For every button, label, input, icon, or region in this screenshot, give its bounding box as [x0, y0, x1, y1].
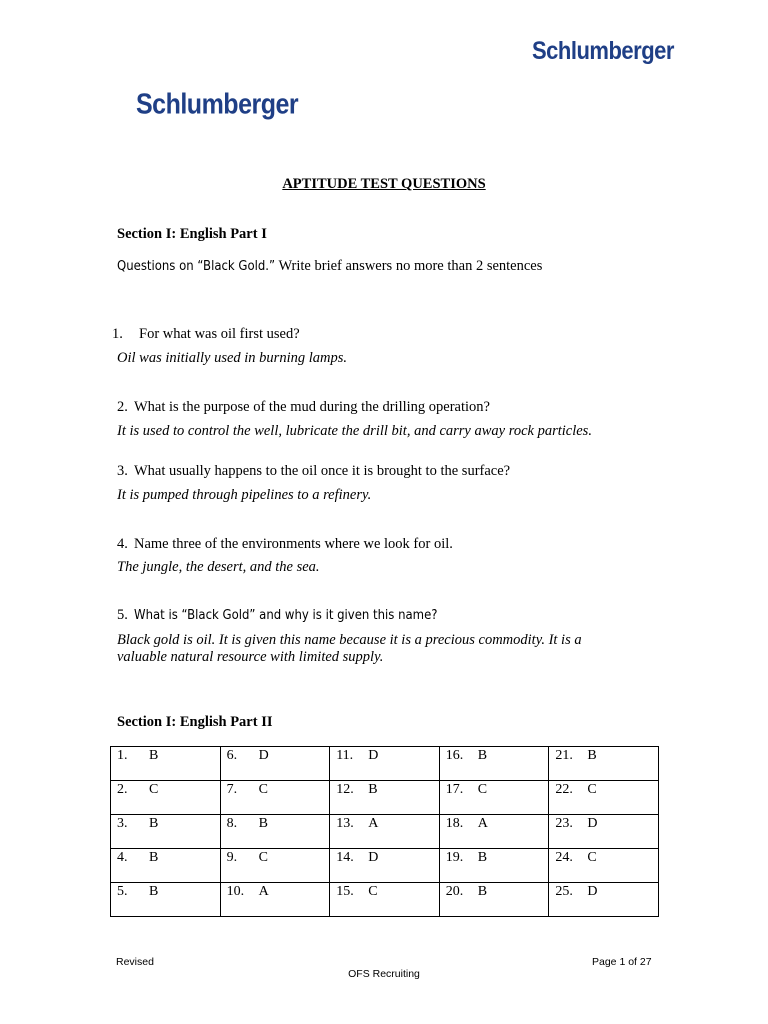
answer-3: It is pumped through pipelines to a refinery. — [117, 487, 372, 503]
answer-letter: B — [149, 884, 159, 899]
answer-letter: C — [149, 782, 159, 797]
answer-number: 20. — [445, 884, 464, 899]
section-heading-part-2: Section I: English Part II — [117, 714, 273, 730]
answer-number: 16. — [445, 748, 464, 763]
answer-letter: A — [477, 816, 488, 831]
answer-number: 13. — [336, 816, 354, 831]
answer-cell — [220, 747, 330, 781]
footer-revised: Revised — [116, 956, 154, 968]
question-1 — [112, 326, 300, 343]
answer-number: 6. — [226, 748, 238, 763]
answer-letter: C — [368, 884, 378, 899]
question-number: 3. — [117, 463, 128, 479]
answer-5-line-1: Black gold is oil. It is given this name because it is a precious commodity. It is a — [117, 632, 582, 648]
question-text: Name three of the environments where we look for oil. — [134, 536, 453, 552]
table-row — [111, 883, 659, 917]
answer-cell — [549, 883, 659, 917]
answer-number: 5. — [117, 884, 128, 899]
answer-cell — [220, 849, 330, 883]
answer-number: 14. — [336, 850, 354, 865]
answer-letter: C — [258, 782, 268, 797]
answer-letter: C — [587, 782, 597, 797]
answer-letter: B — [477, 748, 488, 763]
answer-number: 10. — [226, 884, 245, 899]
answer-cell — [549, 815, 659, 849]
question-3 — [117, 463, 510, 480]
answer-cell — [220, 883, 330, 917]
question-number: 4. — [117, 536, 128, 552]
intro-quoted: Questions on “Black Gold.” — [117, 259, 276, 274]
answer-cell — [220, 781, 330, 815]
answer-cell — [220, 815, 330, 849]
answer-number: 22. — [555, 782, 573, 797]
question-number: 5. — [117, 607, 128, 623]
answer-letter: D — [368, 748, 379, 763]
answer-number: 12. — [336, 782, 354, 797]
answer-letter: D — [587, 816, 598, 831]
answer-number: 11. — [336, 748, 354, 763]
answer-cell — [111, 883, 221, 917]
answer-cell — [111, 815, 221, 849]
answer-1: Oil was initially used in burning lamps. — [117, 350, 347, 366]
answer-letter: C — [587, 850, 597, 865]
answer-cell — [330, 747, 440, 781]
section-heading-part-1: Section I: English Part I — [117, 226, 267, 242]
answer-cell — [439, 747, 549, 781]
answer-number: 4. — [117, 850, 128, 865]
question-text: What is the purpose of the mud during the drilling operation? — [134, 399, 490, 415]
answer-cell — [549, 747, 659, 781]
footer-center: OFS Recruiting — [348, 968, 420, 980]
answer-number: 3. — [117, 816, 128, 831]
answer-cell — [330, 849, 440, 883]
answer-letter: B — [587, 748, 597, 763]
answer-number: 23. — [555, 816, 573, 831]
answer-cell — [439, 781, 549, 815]
intro-instructions: Write brief answers no more than 2 sentences — [275, 258, 543, 274]
answer-cell — [549, 849, 659, 883]
page-title: APTITUDE TEST QUESTIONS — [282, 176, 486, 192]
answer-letter: D — [258, 748, 269, 763]
answer-number: 7. — [226, 782, 238, 797]
answer-letter: A — [368, 816, 379, 831]
question-text: What usually happens to the oil once it is brought to the surface? — [134, 463, 511, 479]
answer-letter: B — [149, 816, 159, 831]
answer-cell — [330, 815, 440, 849]
answer-2: It is used to control the well, lubricate the drill bit, and carry away rock particles. — [117, 423, 592, 439]
answer-number: 18. — [445, 816, 464, 831]
answer-cell — [111, 781, 221, 815]
answer-5-line-2: valuable natural resource with limited supply. — [117, 649, 384, 665]
table-row — [111, 815, 659, 849]
section-intro — [117, 258, 542, 275]
answer-number: 21. — [555, 748, 573, 763]
answer-letter: D — [587, 884, 598, 899]
answer-cell — [549, 781, 659, 815]
answer-number: 8. — [226, 816, 238, 831]
answer-cell — [330, 781, 440, 815]
answer-number: 2. — [117, 782, 128, 797]
answer-cell — [439, 883, 549, 917]
answer-letter: B — [368, 782, 378, 797]
answer-number: 17. — [445, 782, 464, 797]
schlumberger-logo-main: Schlumberger — [136, 88, 299, 121]
question-number: 1. — [112, 326, 123, 342]
answer-number: 19. — [445, 850, 464, 865]
answer-cell — [330, 883, 440, 917]
answer-cell — [111, 747, 221, 781]
answer-letter: D — [368, 850, 379, 865]
table-row — [111, 849, 659, 883]
answer-letter: B — [477, 850, 488, 865]
question-4 — [117, 536, 453, 553]
schlumberger-logo-top: Schlumberger — [532, 36, 674, 65]
answer-number: 1. — [117, 748, 128, 763]
answer-number: 9. — [226, 850, 238, 865]
answer-number: 25. — [555, 884, 573, 899]
answer-4: The jungle, the desert, and the sea. — [117, 559, 320, 575]
answer-letter: C — [477, 782, 488, 797]
answer-letter: B — [258, 816, 268, 831]
answer-number: 24. — [555, 850, 573, 865]
answer-letter: B — [149, 850, 159, 865]
question-2 — [117, 399, 490, 416]
question-text: For what was oil first used? — [139, 326, 300, 342]
answer-cell — [111, 849, 221, 883]
answer-cell — [439, 849, 549, 883]
answer-key-table — [110, 746, 659, 917]
question-5 — [117, 607, 437, 624]
question-text: What is “Black Gold” and why is it given this name? — [134, 608, 438, 623]
answer-cell — [439, 815, 549, 849]
question-number: 2. — [117, 399, 128, 415]
answer-letter: B — [477, 884, 488, 899]
answer-number: 15. — [336, 884, 354, 899]
answer-letter: B — [149, 748, 159, 763]
answer-letter: C — [258, 850, 268, 865]
table-row — [111, 747, 659, 781]
table-row — [111, 781, 659, 815]
footer-page-number: Page 1 of 27 — [592, 956, 652, 968]
answer-letter: A — [258, 884, 269, 899]
